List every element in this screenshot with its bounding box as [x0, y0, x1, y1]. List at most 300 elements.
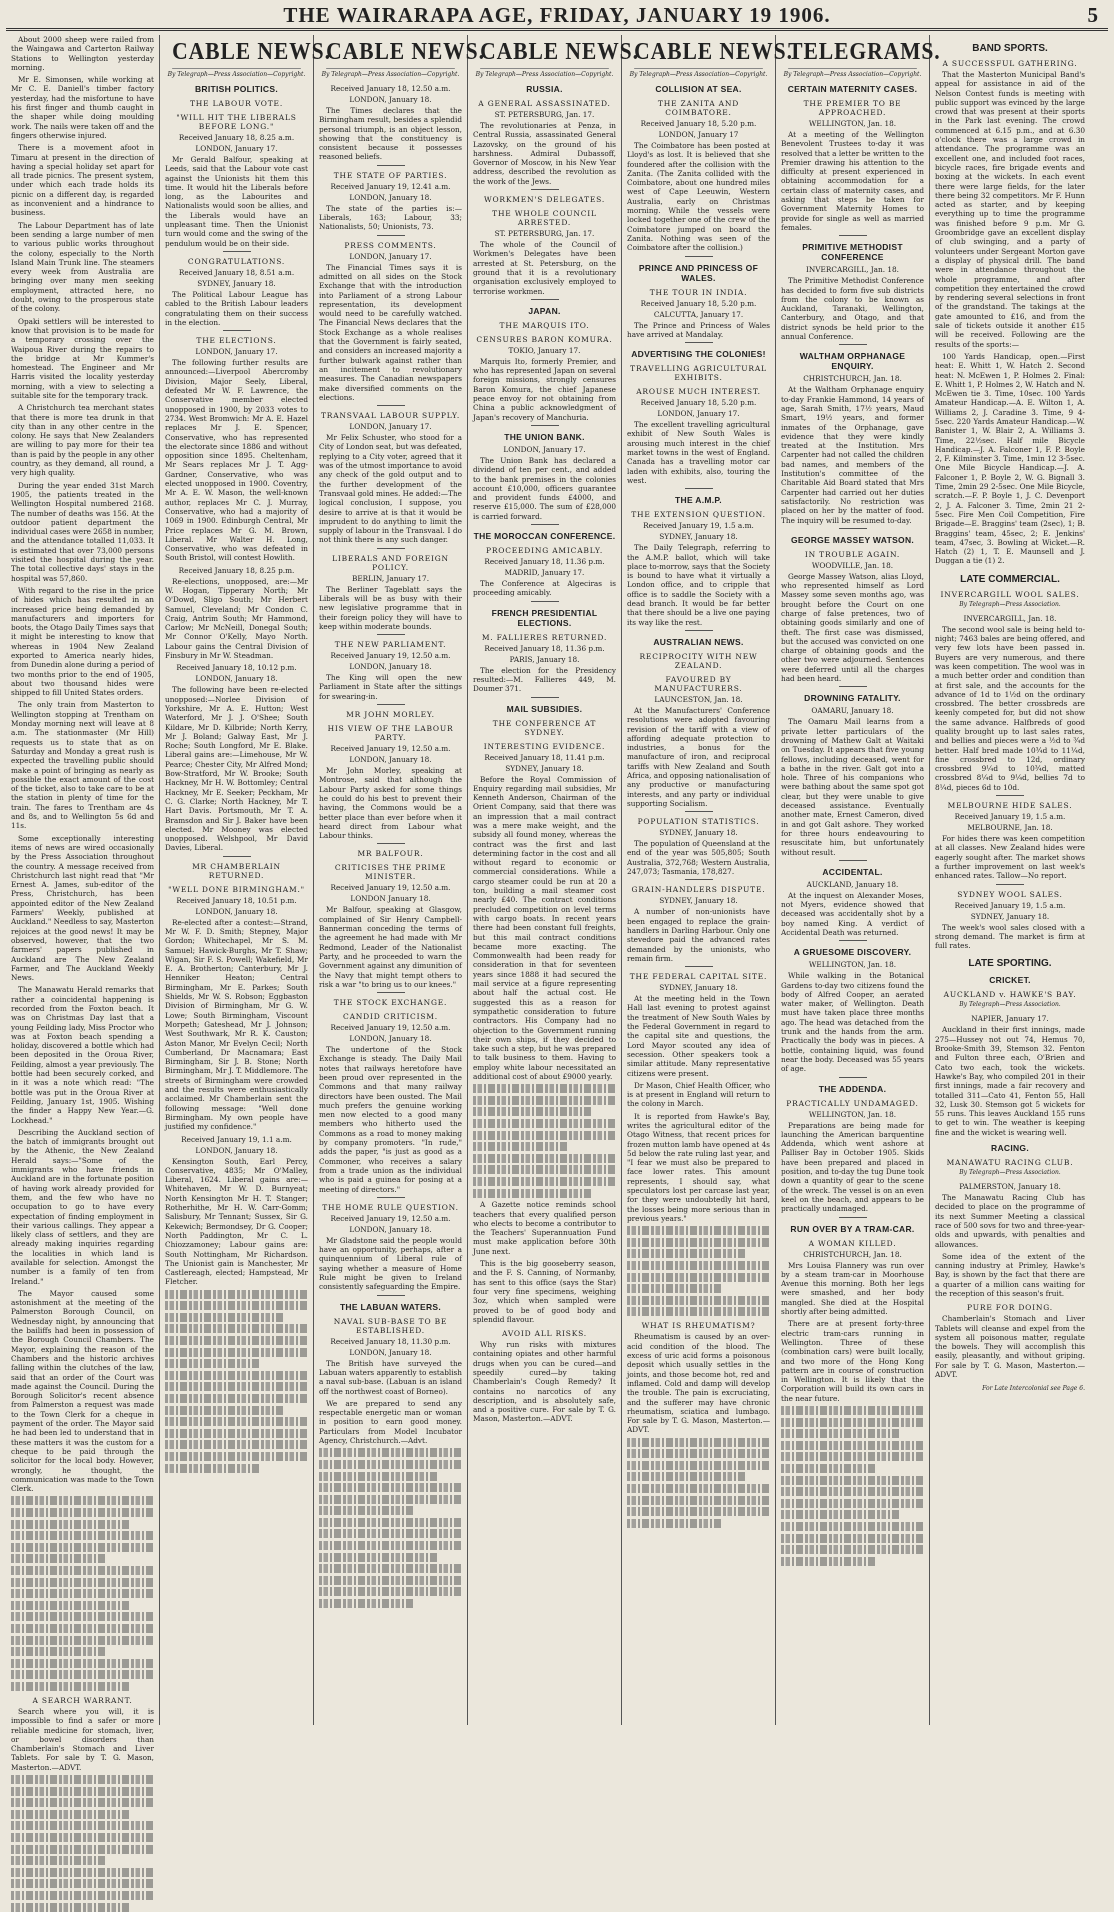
article-body: The excellent travelling agricultural exhibit of New South Wales is arousing much interest in the chief market towns in the west of England. Canada has a travelling motor car laden with exhibits, also, touring the west.	[627, 420, 770, 485]
divider	[839, 860, 867, 861]
place-dateline: MADRID, January 17.	[504, 568, 585, 578]
article-body: The Berliner Tageblatt says the Liberals will be as busy with their new legislative programme that in their foreign policy they will have to keep within moderate bounds.	[319, 584, 462, 631]
article-body: That the Masterton Municipal Band's appeal for assistance in aid of the Nelson Contest funds is meeting with public support was evinced by the large crowd that was present at their sports in the Park last evening. The crowd commenced at 6.15 p.m., and at 6.30 o'clock there was a large crowd in attendance. The programme was an excellent one, and included foot races, bicycle races, fire brigade events and boxing at the wickets. In each event there were large fields, for the later there being 32 competitors. Mr F. Hunn acted as starter, and by keeping everything up to time the programme was finished before 9 p.m. Mr G. Groombridge gave an excellent display of club swinging, and a party of volunteers under Sergeant Morton gave a display of physical drill. The band were in attendance throughout the whole programme, and after competition they entertained the crowd by rendering several selections in front of the grandstand. The takings at the gate amounted to £16, and from the sale of tickets outside it another £15 will be received. Following are the results of the sports:—	[935, 70, 1085, 349]
article-subheading: THE CONFERENCE AT SYDNEY.	[492, 718, 597, 737]
divider	[377, 634, 405, 635]
received-dateline: Received January 18, 8.25 p.m.	[178, 565, 295, 575]
article-subheading: THE TOUR IN INDIA.	[649, 287, 748, 297]
place-dateline: BERLIN, January 17.	[351, 573, 430, 583]
text-line	[781, 1545, 924, 1554]
place-dateline: LONDON January 18.	[350, 894, 431, 904]
text-line	[11, 1612, 154, 1621]
text-line	[627, 1249, 746, 1258]
article-heading: THE FEDERAL CAPITAL SITE.	[629, 972, 768, 982]
article-heading: THE NEW PARLIAMENT.	[334, 640, 447, 650]
article-subheading: THE MARQUIS ITO.	[499, 320, 590, 330]
text-line	[11, 1554, 106, 1563]
advertisement-heading: PURE FOR DOING.	[967, 1303, 1053, 1313]
article-heading: PRINCE AND PRINCESS OF WALES.	[638, 262, 759, 283]
text-line	[11, 1891, 154, 1900]
article-heading: MAIL SUBSIDIES.	[506, 703, 583, 714]
paragraph: Describing the Auckland section of the batch of immigrants brought out by the Athenic, the New Zealand Herald says:—"Some of the immigrants who have friends in Auckland are in the fortunate position of having work already provided for them, and the few who have no occupation to go to have every expectation of finding employment in their various callings. They appear a likely class of settlers, and they are already making inquiries regarding the localities in which land is available for selection. Amongst the number is a family of ten from Ireland."	[11, 1127, 154, 1286]
place-dateline: SYDNEY, January 18.	[505, 763, 584, 773]
paragraph: Dr Mason, Chief Health Officer, who is at present in England will return to the colony in March.	[627, 1080, 770, 1109]
text-line	[11, 1589, 154, 1598]
article-heading: RUSSIA.	[526, 84, 563, 94]
text-line	[165, 1464, 260, 1473]
text-line	[473, 1096, 616, 1105]
masthead	[6, 0, 1108, 31]
received-dateline: Received January 19, 1.5 a.m.	[954, 812, 1066, 822]
paragraph: The Manawatu Herald remarks that rather a coincidental happening is recorded from the Foxton beach. It was on Christmas Day last that a young Feilding lady, Miss Proctor who was at Foxton beach spending a holiday, discovered a bottle which had been deposited in the Oroua River, Feilding, almost a year previously. The bottle had been securely corked, and in it was a note which read: "The bottle was put in the Oroua River at Feilding, January 1st, 1905. Wishing the finder a Happy New Year.—G. Lockhead."	[11, 985, 154, 1125]
divider	[531, 425, 559, 426]
article-subheading: NAVAL SUB-BASE TO BE ESTABLISHED.	[333, 1316, 448, 1335]
received-dateline: Received January 18, 11.36 p.m.	[484, 643, 605, 653]
divider	[531, 189, 559, 190]
byline: By Telegraph—Press Association—Copyright.	[783, 71, 922, 78]
text-line	[781, 1510, 900, 1519]
place-dateline: LONDON, January 17.	[657, 409, 740, 419]
text-line	[165, 1348, 308, 1357]
place-dateline: SYDNEY, January 18.	[659, 828, 738, 838]
received-dateline: Received January 18, 11.41 p.m.	[484, 752, 605, 762]
text-line	[473, 1189, 592, 1198]
text-line	[319, 1460, 462, 1469]
paragraph: The Labour Department has of late been sending a large number of men to various public works throughout the colony, especially to the North Island Main Trunk line. The steamers every week from Australia are bringing over many men seeking employment, attracted here, no doubt, owing to the prosperous state of the colony.	[11, 220, 154, 314]
place-dateline: CHRISTCHURCH, Jan. 18.	[803, 1249, 902, 1259]
divider	[685, 342, 713, 343]
text-line	[11, 1845, 154, 1854]
byline: By Telegraph—Press Association.	[959, 1001, 1061, 1009]
advertisement-heading: WHAT IS RHEUMATISM?	[641, 1321, 756, 1331]
text-line	[11, 1636, 154, 1645]
divider	[839, 940, 867, 941]
article-body: Preparations are being made for launching the American barquentine Addenda, which went ashore at Palliser Bay in October 1905. Skids have been prepared and placed in position, and to-day the tug Dune took down a quantity of gear to the scene of the wreck. The vessel is on an even keel on the beach, and appears to be practically undamaged.	[781, 1120, 924, 1214]
column-cable-news-1	[160, 35, 331, 1725]
column-telegrams	[776, 35, 941, 1725]
article-heading: FRENCH PRESIDENTIAL ELECTIONS.	[491, 607, 598, 628]
text-line	[11, 1821, 154, 1830]
paragraph: A Christchurch tea merchant states that there is more tea drunk in that city than in any other centre in the colony. He says that New Zealanders are willing to pay more for their tea than is paid by the people in any other country, as they demand, all round, a very high quality.	[11, 403, 154, 478]
place-dateline: WELLINGTON, Jan. 18.	[808, 960, 897, 970]
divider	[685, 811, 713, 812]
place-dateline: LONDON, January 17.	[349, 422, 432, 432]
text-line	[319, 1483, 462, 1492]
place-dateline: SYDNEY, January 18.	[659, 896, 738, 906]
article-heading: GRAIN-HANDLERS DISPUTE.	[631, 885, 766, 895]
article-heading: THE LABUAN WATERS.	[339, 1301, 442, 1312]
article-heading: DROWNING FATALITY.	[804, 693, 901, 704]
divider	[839, 344, 867, 345]
paragraph: With regard to the rise in the price of hides which has resulted in an increased price being demanded by manufacturers and importers for boots, the Otago Daily Times says that it might be interesting to know that whereas in 1904 New Zealand exported to America nearly hides, from Dunedin alone during a period of two months prior to the end of 1905, about two thousand hides were shipped to fill United States orders.	[11, 585, 154, 698]
text-line	[11, 1647, 106, 1656]
text-line	[319, 1529, 462, 1538]
article-heading: CERTAIN MATERNITY CASES.	[787, 84, 918, 94]
paragraph: About 2000 sheep were railed from the Waingawa and Carterton Railway Stations to Wellington yesterday morning.	[11, 35, 154, 72]
article-subheading: FAVOURED BY MANUFACTURERS.	[654, 674, 743, 693]
article-subheading: M. FALLIERES RETURNED.	[481, 632, 608, 642]
article-heading: PRIMITIVE METHODIST CONFERENCE	[802, 242, 903, 263]
place-dateline: LONDON, January 18.	[349, 1034, 432, 1044]
article-body: The Daily Telegraph, referring to the A.M.P. ballot, which will take place to-morrow, says that the Society is bound to have what it virtually a London office, and to cripple that office is to saddle the Society with a dead branch. It would be far better that there should be a live one paying its way like the rest.	[627, 543, 770, 627]
place-dateline: INVERCARGILL, Jan. 18.	[806, 265, 899, 275]
place-dateline: CHRISTCHURCH, Jan. 18.	[803, 374, 902, 384]
text-line	[11, 1566, 154, 1575]
received-dateline: Received January 18, 5.20 p.m.	[640, 398, 757, 408]
text-line	[627, 1461, 770, 1470]
article-heading: TRANSVAAL LABOUR SUPPLY.	[320, 411, 461, 421]
received-dateline: Received January 19, 12.50 a.m.	[330, 1213, 451, 1223]
article-subheading: THE WHOLE COUNCIL ARRESTED.	[492, 209, 597, 228]
divider	[377, 235, 405, 236]
paragraph: It is reported from Hawke's Bay, writes the agricultural editor of the Otago Witness, that recent prices for frozen mutton lamb have opened at 4s 5d below the rate ruling last year, and "I fear we must also be prepared to face lower rates. This amount represents, I should say, what speculators lost per carcase last year, for they were undoubtedly hit hard, the losses being more serious than in previous years."	[627, 1111, 770, 1223]
article-body: George Massey Watson, alias Lloyd, who represented himself as Lord Massey some seven months ago, was brought before the Court on one charge of false pretences, two of obtaining goods similarly and one of theft. The first case was dismissed, but the accused was convicted on one charge of obtaining goods and the other two were adjourned. Sentences were deferred until all the charges had been heard.	[781, 571, 924, 684]
divider	[685, 488, 713, 489]
received-dateline: Received January 19, 1.5 a.m.	[954, 900, 1066, 910]
divider	[377, 405, 405, 406]
column-cable-news-4	[622, 35, 793, 1725]
text-line	[781, 1557, 876, 1566]
text-line	[627, 1307, 770, 1316]
paragraph: There is a movement afoot in Timaru at present in the direction of having a special holiday set apart for all trade picnics. The present system, under which each trade holds its picnic on a different day, is regarded as inconvenient and a hindrance to business.	[11, 143, 154, 218]
text-line	[319, 1576, 462, 1585]
divider	[685, 256, 713, 257]
article-body: The following further results are announced:—Liverpool Abercromby Division, Major Seely, Liberal, defeated Mr W. F. Lawrence, the Conservative member elected unopposed in 1900, by 2033 votes to 2734. West Bromwich: Mr A. E. Hazel replaces Mr J. E. Spencer, Conservative, who has represented the electorate since 1886 and without opposition since 1895. Cheltenham, Mr Sears replaces Mr J. T. Agg-Gardner, Conservative, who was elected unopposed in 1900. Coventry, Mr A. E. W. Mason, the well-known author, replaces Mr C. J. Murray, Conservative, who had a majority of 1069 in 1900. Edinburgh Central, Mr Price replaces Mr G. M. Brown, Liberal. Mr Walter H. Long, Conservative, who was defeated in South Bristol, will contest Howlith.	[165, 358, 308, 563]
text-line	[627, 1472, 746, 1481]
text-line	[165, 1371, 308, 1380]
advertisement: Rheumatism is caused by an over-acid condition of the blood. The excess of uric acid forms a poisonous deposit which usually settles in the joints, and those become hot, red and inflamed. Cold and damp will develop the trouble. The pain is excruciating, and the sufferer may have chronic rheumatism, sciatica and lumbago. For sale by T. G. Mason, Masterton.—ADVT.	[627, 1332, 770, 1435]
article-body: The revolutionaries at Penza, in Central Russia, assassinated General Lazovsky, on the ground of his harshness. Admiral Dubassoff, Governor of Moscow, in his New Year address, described the revolution as the work of the Jews.	[473, 121, 616, 186]
article-body: The second wool sale is being held to-night; 7463 bales are being offered, and very few lots have been passed in. Buyers are very numerous, and there was keen competition. The wool was in a much better order and condition than at first sale, and the accounts for the advance of 1d to 1½d on the ordinary crossbred. The better crossbreds are keenly competed for, but did not show the same advance. Halfbreds of good quality brought up to last sales rates, and bellies and pieces were a ½d to ¾d better. Half bred made 10¾d to 11¼d, fine crossbred to 12d, ordinary crossbred 9¼d to 10¾d, matted crossbred 8¼d to 9¼d, bellies 7d to 8¼d, pieces 6d to 10d.	[935, 624, 1085, 792]
received-dateline: Received January 19, 12.50 a.m.	[330, 883, 451, 893]
masthead-title: THE WAIRARAPA AGE, FRIDAY, JANUARY 19 1906.	[283, 3, 831, 27]
place-dateline: OAMARU, January 18.	[811, 706, 894, 716]
text-line	[165, 1417, 308, 1426]
advertisement-heading: AVOID ALL RISKS.	[501, 1329, 587, 1339]
divider	[223, 856, 251, 857]
divider	[377, 1295, 405, 1296]
divider	[996, 795, 1024, 796]
article-subheading: CENSURES BARON KOMURA.	[476, 334, 613, 344]
article-heading: RACING.	[991, 1143, 1029, 1154]
article-subheading: AUCKLAND v. HAWKE'S BAY.	[943, 990, 1077, 1000]
text-line	[627, 1507, 770, 1516]
paragraph: There are at present forty-three electric tram-cars running in Wellington. Three of these (combination cars) were built locally, and two more of the Hong Kong pattern are in course of construction in Wellington. It is likely that the Corporation will build its own cars in the near future.	[781, 1319, 924, 1403]
page-reference-note: For Late Intercolonial see Page 6.	[982, 1385, 1085, 1393]
byline: By Telegraph—Press Association—Copyright.	[629, 71, 768, 78]
received-dateline: Received January 19, 1.1 a.m.	[181, 1134, 292, 1144]
text-line	[165, 1336, 308, 1345]
article-subheading: CRITICISES THE PRIME MINISTER.	[334, 863, 447, 882]
article-body: The British have surveyed the Labuan waters apparently to establish a naval sub-base. (Labuan is an island off the northwest coast of Borneo).	[319, 1358, 462, 1396]
article-subheading: MELBOURNE HIDE SALES.	[947, 801, 1073, 811]
text-line	[627, 1484, 770, 1493]
place-dateline: LONDON, January 18.	[349, 662, 432, 672]
text-line	[781, 1522, 924, 1531]
divider	[839, 235, 867, 236]
article-subheading: HIS VIEW OF THE LABOUR PARTY.	[327, 724, 454, 743]
place-dateline: LONDON, January 18.	[349, 95, 432, 104]
article-heading: WORKMEN'S DELEGATES.	[483, 195, 606, 205]
column-cable-news-3	[468, 35, 639, 1725]
text-line	[11, 1879, 154, 1888]
text-line	[627, 1519, 722, 1528]
received-dateline: Received January 18, 11.36 p.m.	[484, 557, 605, 567]
received-dateline: Received January 18, 12.50 a.m.	[330, 84, 451, 93]
received-dateline: Received January 19, 1.5 a.m.	[643, 521, 754, 531]
place-dateline: MELBOURNE, Jan. 18.	[967, 823, 1053, 833]
page-number: 5	[1087, 3, 1098, 27]
text-line	[11, 1868, 154, 1877]
place-dateline: WELLINGTON, Jan. 18.	[808, 1109, 897, 1119]
article-subheading: TRAVELLING AGRICULTURAL EXHIBITS.	[630, 364, 767, 383]
column-header: CABLE NEWS.	[172, 39, 301, 69]
place-dateline: LONDON, January 18.	[349, 755, 432, 765]
article-body: Before the Royal Commission of Enquiry regarding mail subsidies, Mr Kenneth Anderson, Chairman of the Orient Company, said that there was an impression that a mail contract was a mere make weight, and the subsidy all found money, whereas the contract was the first and last determining factor in the cost and all without regard to economic or commercial considerations. While a cargo steamer could be run at 20 a ton, building a mail steamer cost nearly £40. The contract conditions precluded competition on level terms with cargo boats. In recent years there had been constant full freights, but this mail contract conditions became more exacting. The Commonwealth had been ready for consideration in that for seventeen years since 1888 it had secured the mail service at a figure representing about half the actual cost. He suggested this as a reason for sympathetic consideration to future contractors. His Company had no objection to the Government running their own ships, if they decided to take such a step, but he was prepared to talk business to them. Having to employ white labour necessitated an additional cost of about £9000 yearly.	[473, 774, 616, 1081]
place-dateline: LAUNCESTON, Jan. 18.	[654, 694, 743, 704]
article-body: A number of non-unionists have been engaged to replace the grain-handlers in Darling Harbour. Only one stevedore paid the advanced rates demanded by the unionists, who remain firm.	[627, 907, 770, 963]
text-line	[473, 1177, 616, 1186]
text-line	[11, 1508, 154, 1517]
article-heading: WALTHAM ORPHANAGE ENQUIRY.	[799, 351, 906, 372]
article-body: The Financial Times says it is admitted on all sides on the Stock Exchange that with the introduction into Parliament of a strong Labour representation, its development would need to be carefully watched. The Financial News declares that the Stock Exchange as a whole realises that the Government is fairly seated, and considers an increased majority a further bulwark against rather than an incitement to revolutionary measures. The Canadian newspapers make diversified comments on the elections.	[319, 262, 462, 402]
text-line	[627, 1438, 770, 1447]
article-heading: THE MOROCCAN CONFERENCE.	[473, 531, 616, 542]
article-subheading: MANAWATU RACING CLUB.	[946, 1158, 1074, 1168]
advertisement: Search where you will, it is impossible to find a safer or more reliable medicine for stomach, liver, or bowel disorders than Chamberlain's Stomach and Liver Tablets. For sale by T. G. Mason, Masterton.—ADVT.	[11, 1706, 154, 1772]
article-heading: BRITISH POLITICS.	[194, 84, 279, 94]
column-local-news	[6, 35, 160, 1772]
place-dateline: SYDNEY, January 18.	[197, 278, 276, 288]
article-body: At the meeting held in the Town Hall last evening to protest against the treatment of New South Wales by the Federal Government in regard to the capital site and questions, the Lord Mayor scouted any idea of secession. Other speakers took a similar attitude. Many representative citizens were present.	[627, 994, 770, 1078]
text-line	[165, 1290, 308, 1299]
divider	[531, 601, 559, 602]
text-line	[11, 1682, 130, 1691]
text-line	[165, 1394, 308, 1403]
article-subheading: IN TROUBLE AGAIN.	[804, 549, 901, 559]
article-subheading: "WELL DONE BIRMINGHAM."	[168, 884, 305, 894]
byline: By Telegraph—Press Association.	[959, 1169, 1061, 1177]
article-body: Mr Felix Schuster, who stood for a City of London seat, but was defeated, replying to a City voter, agreed that it was of the utmost importance to avoid any check of the gold output and to the further development of the Transvaal gold mines. He added:—The logical conclusion, I suppose, you desire to arrive at is that it would be imprudent to do anything to limit the supply of labour in the Transvaal. I do not think there is any such danger.	[319, 433, 462, 545]
text-line	[781, 1487, 924, 1496]
column-cable-news-2	[314, 35, 485, 1725]
text-line	[627, 1273, 770, 1282]
text-line	[11, 1787, 154, 1796]
article-body: The Primitive Methodist Conference has decided to form five sub districts from the colony to be known as Auckland, Taranaki, Wellington, Canterbury, and Otago, and that district synods be held prior to the annual Conference.	[781, 276, 924, 342]
article-body: The King will open the new Parliament in State after the sittings for swearing-in.	[319, 673, 462, 701]
article-heading: MR CHAMBERLAIN RETURNED.	[192, 861, 281, 880]
text-line	[11, 1659, 154, 1668]
article-heading: COLLISION AT SEA.	[655, 84, 742, 94]
paragraph: The Mayor caused some astonishment at the meeting of the Palmerston Borough Council, on Wednesday night, by announcing that the bailiffs had been in possession of the Borough Council Chambers. The Mayor, explaining the reason of the Chambers and the historic archives falling within the clutches of the law, said that an order of the Court was made against the Council. During the Borough Solicitor's recent absence from Palmerston a request was made to the Town Clerk for a cheque in payment of the order. The Mayor said he had been led to understand that in these matters it was the custom for a cheque to be paid through the solicitor for the local body. However, wrongly, he thought, the communication was made to the Town Clerk.	[11, 1288, 154, 1494]
article-subheading: PROCEEDING AMICABLY.	[485, 546, 604, 556]
text-line	[473, 1165, 616, 1174]
text-line	[165, 1406, 284, 1415]
article-heading: THE ELECTIONS.	[196, 336, 277, 346]
article-heading: ADVERTISING THE COLONIES!	[631, 349, 766, 360]
article-body: The Coimbatore has been posted at Lloyd's as lost. It is believed that she foundered after the collision with the Zanita. (The Zanita collided with the Coimbatore, about one hundred miles west of Cape Leeuwin, Western Australia, early on Christmas morning. While the vessels were locked together one of the crew of the Coimbatore jumped on board the Zanita. Nothing was seen of the Coimbatore after the collision.)	[627, 141, 770, 253]
place-dateline: ST. PETERSBURG, Jan. 17.	[494, 229, 595, 239]
received-dateline: Received January 19, 12.50 a.m.	[330, 1023, 451, 1033]
place-dateline: PARIS, January 18.	[509, 654, 580, 664]
text-line	[11, 1578, 154, 1587]
text-line	[627, 1496, 770, 1505]
advertisement: Chamberlain's Stomach and Liver Tablets will cleanse and expel from the system all poisonous matter, regulate the bowels. They will accomplish this easily, pleasantly, and without griping. For sale by T. G. Mason, Masterton.—ADVT.	[935, 1314, 1085, 1380]
received-dateline: Received January 18, 8.25 a.m.	[178, 133, 295, 142]
divider	[996, 884, 1024, 885]
advertisement: We are prepared to send any respectable energetic man or woman in position to earn good money. Particulars from Model Incubator Agency, Christchurch.—Advt.	[319, 1398, 462, 1446]
divider	[839, 1217, 867, 1218]
paragraph: A Gazette notice reminds school teachers that every qualified person who elects to become a contributor to the Teachers' Superannuation Fund must make application before 30th June next.	[473, 1200, 616, 1256]
divider	[223, 330, 251, 331]
text-line	[165, 1440, 308, 1449]
article-subheading: INVERCARGILL WOOL SALES.	[940, 589, 1080, 599]
received-dateline: Received January 18, 11.30 p.m.	[330, 1336, 451, 1346]
divider	[685, 879, 713, 880]
divider	[223, 251, 251, 252]
text-line	[319, 1495, 462, 1504]
text-line	[781, 1406, 924, 1415]
text-line	[165, 1301, 308, 1310]
place-dateline: LONDON, January 17.	[349, 251, 432, 261]
place-dateline: CALCUTTA, January 17.	[653, 309, 744, 319]
article-heading: JAPAN.	[528, 305, 561, 316]
received-dateline: Received January 19, 12.50 a.m.	[330, 744, 451, 754]
article-body: The Prince and Princess of Wales have arrived at Mandalay.	[627, 320, 770, 339]
place-dateline: SYDNEY, January 18.	[659, 532, 738, 542]
article-heading: THE HOME RULE QUESTION.	[322, 1202, 459, 1212]
place-dateline: LONDON, January 17.	[503, 444, 586, 454]
article-subheading: "WILL HIT THE LIBERALS BEFORE LONG."	[176, 113, 297, 131]
article-heading: MR JOHN MORLEY.	[346, 710, 435, 720]
article-body: At the inquest on Alexander Moses, not Myers, evidence showed that deceased was accidentally shot by a boy named King. A verdict of Accidental Death was returned.	[781, 890, 924, 937]
byline: By Telegraph—Press Association.	[959, 600, 1061, 608]
article-subheading: A GENERAL ASSASSINATED.	[478, 99, 611, 108]
text-line	[165, 1429, 308, 1438]
text-line	[627, 1449, 770, 1458]
article-body: Mr Gerald Balfour, speaking at Leeds, said that the Labour vote cast against the Unionists hit them this time. It would hit the Liberals before long, as the Labourites and Nationalists would soon be allies, and the Liberals would have an unpleasant time. Then the Unionist turn would come and the swing of the pendulum would be on their side.	[165, 155, 308, 248]
text-line	[473, 1154, 616, 1163]
text-line	[165, 1324, 308, 1333]
text-line	[473, 1131, 616, 1140]
article-body: The Union Bank has declared a dividend of ten per cent., and added to the bank premises in the colonies account £10,000, officers guarantee and provident funds £4000, and reserve £15,000. The sum of £28,000 is carried forward.	[473, 455, 616, 521]
article-heading: LIBERALS AND FOREIGN POLICY.	[332, 553, 449, 572]
section-heading: LATE COMMERCIAL.	[960, 573, 1060, 585]
column-header: CABLE NEWS.	[480, 39, 609, 69]
article-body: Re-elections, unopposed, are:—Mr W. Hogan, Tipperary North; Mr O'Dowd, Sligo South; Mr Herbert Samuel, Cleveland; Mr Condon C. Craig, Antrim South; Mr Hammond, Carlow; Mr McNeill, Donegal South; Mr Connor O'Kelly, Mayo North. Labour gains the Central Division of Finsbury in Mr W. Steadman.	[165, 576, 308, 661]
article-body: The Manawatu Racing Club has decided to place on the programme of its next Summer Meeting a classical race of 500 sovs for two and three-year-olds and upwards, with penalties and allowances.	[935, 1193, 1085, 1249]
column-header: CABLE NEWS.	[634, 39, 763, 69]
paragraph: During the year ended 31st March 1905, the patients treated in the Wellington Hospital numbered 2168. The number of deaths was 156. At the outdoor patient department the individual cases were 2658 in number, and the attendance totalled 11,033. It is estimated that over 73,000 persons visited the hospital during the year. The total collective days' stays in the hospital was 57,860.	[11, 480, 154, 583]
article-heading: RUN OVER BY A TRAM-CAR.	[790, 1223, 915, 1234]
paragraph: The only train from Masterton to Wellington stopping at Trentham on Monday morning next will leave at 8 a.m. The stationmaster (Mr Hill) requests us to state that as on Saturday and Monday a great rush is expected the travelling public should make a point of bringing as nearly as possible the exact amount of the cost of the ticket, also to take care to be at the station in plenty of time for the train. The fares to Trentham are 4s and 8s, and to Wellington 5s 6d and 11s.	[11, 700, 154, 831]
sports-results: 100 Yards Handicap, open.—First heat: E. Whitt 1, W. Hatch 2. Second heat: N. McEwen 1, P. Holmes 2. Final: E. Whitt 1, P. Holmes 2, W. Hatch and N. McEwen tie 3. Time, 10sec. 100 Yards Amateur Handicap.—A. E. Wilton 1, A. Williams 2, J. Caradine 3. Time, 9 4-5sec. 220 Yards Amateur Handicap.—W. Banister 1, W. Blair 2, A. Williams 3. Time, 22½sec. Half mile Bicycle Handicap.—J. A. Falconer 1, F. P. Boyle 2, F. Kilminster 3. Time, 1min 12 3-5sec. One Mile Bicycle Handicap.—J. A. Falconer 1, P. Boyle 2, W. G. Bignall 3. Time, 2min 29 2-5sec. One Mile Bicycle, scratch.—F. P. Boyle 1, J. C. Devenport 2, J. A. Falconer 3. Time, 2min 21 2-5sec. Fire Men Coil Competition, Fire Brigade—E. Braggins' team (2sec), 1; B. Braggins' team, 45sec, 2; E. Jenkins' team, 47sec, 3. Bowling at Wicket.—R. Hatch (2) 1, T. E. Maunsell and J. Duggan a tie (1) 2.	[935, 351, 1085, 566]
text-line	[781, 1452, 924, 1461]
divider	[839, 1077, 867, 1078]
received-dateline: Received January 18, 10.12 p.m.	[176, 663, 297, 673]
divider	[377, 548, 405, 549]
article-subheading: RECIPROCITY WITH NEW ZEALAND.	[639, 651, 758, 670]
article-body: At a meeting of the Wellington Benevolent Trustees to-day it was resolved that a letter be written to the Premier drawing his attention to the difficulty at present experienced in obtaining accommodation for a certain class of maternity cases, and asking that steps be taken for Government Maternity Homes to provide for single as well as married females.	[781, 130, 924, 232]
article-body: The Times declares that the Birmingham result, besides a splendid personal triumph, is an object lesson, showing that the constituency is consistent because it possesses reasoned beliefs.	[319, 106, 462, 162]
received-dateline: Received January 19, 12.41 a.m.	[330, 181, 451, 191]
place-dateline: LONDON, January 18.	[349, 1224, 432, 1234]
article-heading: POPULATION STATISTICS.	[637, 817, 760, 827]
place-dateline: LONDON, January 18.	[195, 1145, 278, 1155]
section-heading: LATE SPORTING.	[968, 958, 1052, 970]
column-header: TELEGRAMS.	[788, 39, 917, 69]
article-body: Kensington South, Earl Percy, Conservative, 4835; Mr O'Malley, Liberal, 1624. Liberal gains are:—Whitehaven, Mr W. D. Burnyeat; North Kensington Mr H. T. Stanger; Rotherhithe, Mr H. W. Carr-Gomm; Salisbury, Mr Tennant; Sussex, Sir G. Kekewich; Bermondsey, Dr G. Cooper; North Paddington, Mr C. L. Chiozzamoney; Labour gains are: South Nottingham, Mr Richardson. The Unionist gain is Manchester, Mr Castlereagh, elected; Hampstead, Mr Fletcher.	[165, 1156, 308, 1287]
text-line	[627, 1238, 770, 1247]
divider	[377, 1197, 405, 1198]
text-line	[319, 1448, 462, 1457]
text-line	[781, 1499, 924, 1508]
article-heading: THE UNION BANK.	[504, 431, 585, 442]
place-dateline: TOKIO, January 17.	[508, 345, 581, 355]
article-subheading: THE LABOUR VOTE.	[189, 99, 284, 108]
article-heading: MR BALFOUR.	[357, 849, 424, 859]
received-dateline: Received January 18, 8.51 a.m.	[178, 267, 295, 277]
article-body: For hides there was keen competition at all classes. New Zealand hides were eagerly sought after. The market shows a further improvement on last week's enhanced rates. Tallow—No report.	[935, 834, 1085, 881]
article-body: Mr Gladstone said the people would have an opportunity, perhaps, after a quinquennium of Liberal rule of saying whether a measure of Home Rule might be given to Ireland consistently safeguarding the Empire.	[319, 1235, 462, 1292]
place-dateline: INVERCARGILL, Jan. 18.	[963, 613, 1057, 623]
article-body: The week's wool sales closed with a strong demand. The market is firm at full rates.	[935, 922, 1085, 951]
byline: By Telegraph—Press Association—Copyright.	[321, 71, 460, 78]
section-heading: BAND SPORTS.	[972, 43, 1048, 54]
article-heading: THE ADDENDA.	[818, 1083, 887, 1094]
article-subheading: THE EXTENSION QUESTION.	[631, 510, 766, 520]
article-heading: GEORGE MASSEY WATSON.	[790, 534, 915, 545]
article-heading: THE A.M.P.	[675, 495, 722, 506]
article-subheading: A WOMAN KILLED.	[808, 1238, 897, 1248]
place-dateline: LONDON, January 18.	[195, 674, 278, 684]
text-line	[319, 1541, 462, 1550]
divider	[377, 843, 405, 844]
place-dateline: AUCKLAND, January 18.	[806, 879, 899, 889]
article-body: The election for the Presidency resulted:—M. Fallieres 449, M. Doumer 371.	[473, 665, 616, 694]
text-line	[11, 1670, 154, 1679]
place-dateline: WOODVILLE, Jan. 18.	[811, 560, 894, 570]
place-dateline: LONDON, January 17.	[195, 347, 278, 357]
article-body: Mrs Louisa Flannery was run over by a steam tram-car in Moorhouse Avenue this morning. Both her legs were smashed, and her body mangled. She died at the Hospital shortly after being admitted.	[781, 1260, 924, 1317]
text-line	[627, 1296, 770, 1305]
article-subheading: A SUCCESSFUL GATHERING.	[942, 59, 1078, 68]
article-heading: CRICKET.	[989, 975, 1031, 986]
text-line	[319, 1553, 438, 1562]
article-body: Marquis Ito, formerly Premier, and who has represented Japan on several foreign missions, strongly censures Baron Komura, the chief Japanese peace envoy for not obtaining from China a public acknowledgment of Japan's recovery of Manchuria.	[473, 356, 616, 422]
text-line	[11, 1496, 154, 1505]
received-dateline: Received January 18, 10.51 p.m.	[176, 895, 297, 905]
text-line	[627, 1226, 770, 1235]
received-dateline: Received January 18, 5.20 p.m.	[640, 298, 757, 308]
column-header: CABLE NEWS.	[326, 39, 455, 69]
paragraph: This is the big gooseberry season, and the F. S. Canning, of Normanby, has sent to this office (says the Star) four very fine specimens, weighing 3oz, which when sampled were proved to be of good body and splendid flavour.	[473, 1259, 616, 1324]
article-heading: AUSTRALIAN NEWS.	[653, 636, 744, 647]
text-line	[473, 1084, 616, 1093]
article-body: The whole of the Council of Workmen's Delegates have been arrested at St. Petersburg, on the ground that it is a revolutionary organisation exclusively employed to terrorise workmen.	[473, 240, 616, 296]
article-subheading: THE PREMIER TO BE APPROACHED.	[803, 99, 902, 117]
paragraph: Mr E. Simonsen, while working at Mr C. E. Daniell's timber factory yesterday, had the misfortune to have his first finger and thumb caught in the shaper while doing moulding work. The nails were taken off and the fingers otherwise injured.	[11, 75, 154, 140]
article-body: Auckland in their first innings, made 275—Hussey not out 74, Hemus 70, Brooke-Smith 39, Stemson 32. Fenton and Fulton three each, O'Brien and Cato two each, took the wickets. Hawke's Bay, who compiled 201 in their first innings, made a fair recovery and totalled 311—Cato 41, Fenton 55, Hall 32, Lusk 30. Stemson got 5 wickets for 55 runs. This leaves Auckland 155 runs to get to win. The weather is keeping fine and the wicket is wearing well.	[935, 1025, 1085, 1137]
article-body: Re-elected after a contest:—Strand, Mr W. F. D. Smith; Stepney, Major Gordon; Whitechapel, Mr S. M. Samuel; Hawick-Burghs, Mr T. Shaw; Wigan, Sir F. S. Powell; Wakefield, Mr E. A. Brotherton; Canterbury, Mr J. Henniker Heaton; Central Birmingham, Mr E. Parkes; South Shields, Mr W. S. Robson; Eggbaston Division of Birmingham, Mr G. W. Lowe; South Birmingham, Viscount Morpeth; Gateshead, Mr J. Johnson; West Southwark, Mr R. K. Causton; Aston Manor, Mr Evelyn Cecil; North Cumberland, Dr Macnamara; East Birmingham, Sir J. B. Stone; North Birmingham, Mr J. T. Middlemore. The streets of Birmingham were crowded and the results were enthusiastically acclaimed. Mr Chamberlain sent the following message: "Well done Birmingham. My own people have justified my confidence."	[165, 917, 308, 1132]
text-line	[11, 1520, 130, 1529]
text-line	[11, 1624, 154, 1633]
article-body: Mr John Morley, speaking at Montrose, said that although the Labour Party asked for some things he could do his best to prevent their having, the Commons would be a better place than ever before when it heard direct from Labour what Labour thinks.	[319, 766, 462, 841]
article-subheading: PRACTICALLY UNDAMAGED.	[786, 1098, 919, 1108]
column-sports-commercial	[930, 35, 1090, 1725]
received-dateline: Received January 18, 5.20 p.m.	[640, 119, 757, 128]
divider	[685, 966, 713, 967]
